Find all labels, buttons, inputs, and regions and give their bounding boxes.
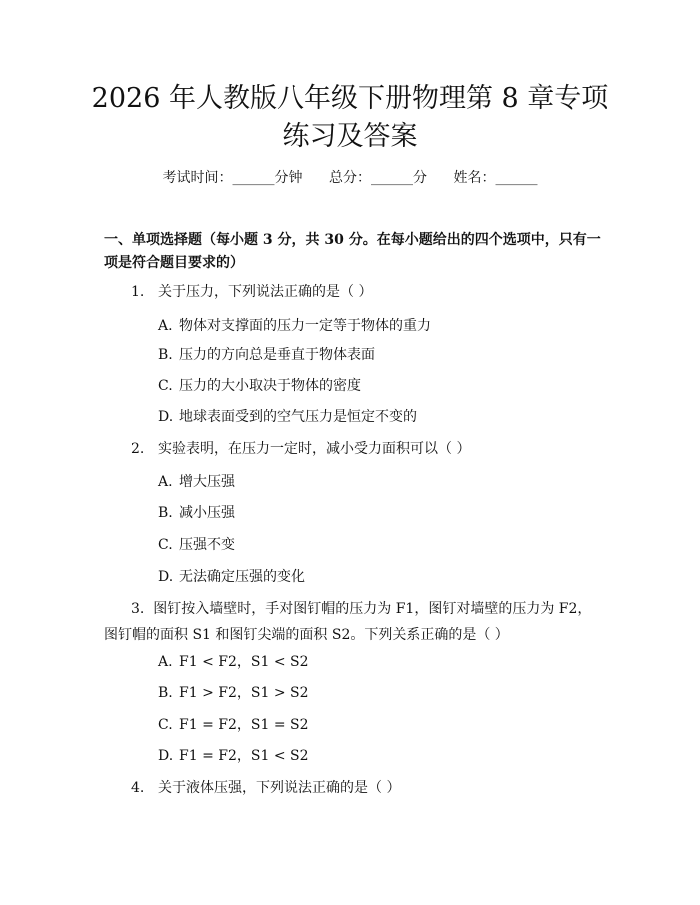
page-title: 2026 年人教版八年级下册物理第 8 章专项练习及答案	[91, 83, 609, 152]
option-text: 增大压强	[179, 474, 235, 490]
exam-time-label: 考试时间：______分钟	[162, 170, 303, 186]
question-2-option-c	[158, 535, 235, 555]
question-3-option-d	[158, 746, 309, 766]
question-text: 图钉按入墙壁时，手对图钉帽的压力为 F1，图钉对墙壁的压力为 F2，图钉帽的面积 S1 和图钉尖端的面积 S2。下列关系正确的是（ ）	[104, 601, 592, 643]
option-letter: D.	[158, 569, 174, 585]
option-text: F1 > F2，S1 > S2	[179, 685, 309, 701]
question-1-option-c	[158, 376, 361, 396]
question-1-option-b	[158, 345, 375, 365]
option-text: 压力的大小取决于物体的密度	[179, 378, 361, 394]
section-heading: 一、单项选择题（每小题 3 分，共 30 分。在每小题给出的四个选项中，只有一项是符合题目要求的）	[104, 232, 601, 271]
question-3-option-c	[158, 715, 309, 735]
exam-meta	[0, 168, 700, 188]
option-text: 物体对支撑面的压力一定等于物体的重力	[179, 318, 431, 334]
option-letter: B.	[158, 347, 173, 363]
question-2-option-d	[158, 567, 305, 587]
question-1-option-a	[158, 316, 431, 336]
question-text: 关于液体压强，下列说法正确的是（ ）	[158, 780, 401, 796]
option-text: F1 = F2，S1 < S2	[179, 748, 309, 764]
option-text: 无法确定压强的变化	[179, 569, 305, 585]
question-2-option-a	[158, 472, 235, 492]
option-letter: A.	[158, 654, 173, 670]
question-2	[131, 438, 470, 460]
option-letter: B.	[158, 505, 173, 521]
student-name-label: 姓名：______	[453, 170, 538, 186]
option-letter: D.	[158, 409, 174, 425]
question-number: 4.	[131, 780, 145, 796]
question-1	[131, 281, 372, 303]
option-letter: A.	[158, 474, 173, 490]
question-2-option-b	[158, 503, 235, 523]
option-text: F1 < F2，S1 < S2	[179, 654, 309, 670]
option-text: 压强不变	[179, 537, 235, 553]
option-text: 减小压强	[179, 505, 235, 521]
question-1-option-d	[158, 407, 417, 427]
question-3-option-b	[158, 683, 309, 703]
option-letter: B.	[158, 685, 173, 701]
option-letter: A.	[158, 318, 173, 334]
option-text: F1 = F2，S1 = S2	[179, 717, 309, 733]
question-number: 2.	[131, 441, 145, 457]
question-4	[131, 777, 400, 799]
question-text: 实验表明，在压力一定时，减小受力面积可以（ ）	[158, 441, 471, 457]
question-text: 关于压力，下列说法正确的是（ ）	[158, 284, 373, 300]
question-3-option-a	[158, 652, 309, 672]
question-3	[104, 596, 604, 648]
option-letter: D.	[158, 748, 174, 764]
option-text: 压力的方向总是垂直于物体表面	[179, 347, 375, 363]
option-letter: C.	[158, 717, 173, 733]
question-number: 3.	[131, 601, 145, 617]
total-score-label: 总分：______分	[329, 170, 427, 186]
option-letter: C.	[158, 537, 173, 553]
question-number: 1.	[131, 284, 145, 300]
option-text: 地球表面受到的空气压力是恒定不变的	[179, 409, 417, 425]
option-letter: C.	[158, 378, 173, 394]
